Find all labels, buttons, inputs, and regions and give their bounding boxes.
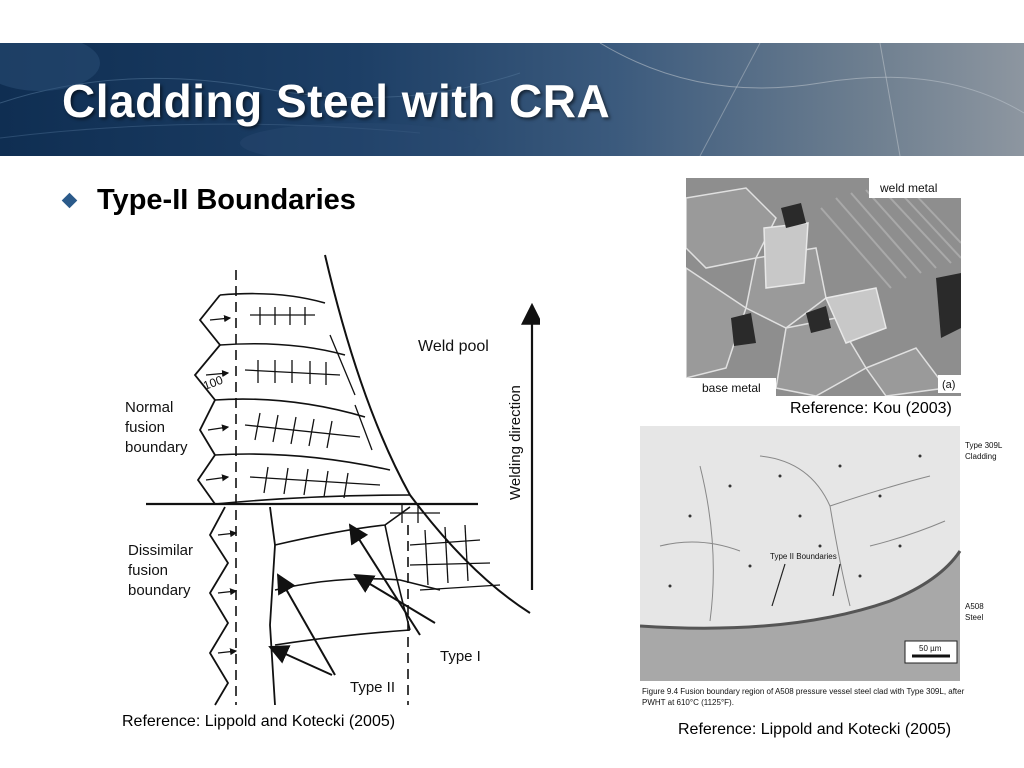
figure-caption-line-2: PWHT at 610°C (1125°F). [642, 698, 734, 707]
dissimilar-boundary-label-1: Dissimilar [128, 542, 193, 559]
normal-boundary-label-2: fusion [125, 419, 166, 436]
type-i-label: Type I [440, 648, 481, 665]
base-metal-label: base metal [702, 381, 761, 395]
normal-boundary-label-1: Normal [125, 399, 174, 416]
cladding-label-1: Type 309L [965, 441, 1003, 450]
panel-a-label: (a) [942, 379, 956, 391]
figure-caption-line-1: Figure 9.4 Fusion boundary region of A508 pressure vessel steel clad with Type 309L, after [642, 687, 965, 696]
welding-direction-label: Welding direction [507, 385, 524, 500]
weld-metal-micrograph [686, 178, 961, 396]
slide-title: Cladding Steel with CRA [62, 75, 611, 127]
lippold-reference-right: Reference: Lippold and Kotecki (2005) [678, 721, 952, 738]
normal-boundary-label-3: boundary [125, 439, 188, 456]
weld-metal-label: weld metal [880, 181, 938, 195]
scale-bar-label: 50 µm [919, 644, 942, 653]
bullet-text: Type-II Boundaries [97, 184, 356, 216]
fusion-boundary-diagram [110, 245, 540, 710]
weld-pool-boundary [325, 255, 530, 613]
steel-label-2: Steel [965, 613, 984, 622]
fusion-boundary-micrograph [640, 426, 1015, 711]
diamond-bullet-icon [62, 193, 78, 209]
weld-pool-label: Weld pool [418, 338, 489, 355]
diagram-reference: Reference: Lippold and Kotecki (2005) [122, 713, 396, 730]
type-ii-label: Type II [350, 679, 396, 696]
type-ii-boundaries-label: Type II Boundaries [770, 552, 837, 561]
dissimilar-boundary-label-3: boundary [128, 582, 191, 599]
cladding-label-2: Cladding [965, 452, 997, 461]
direction-100-label: 100 [201, 372, 225, 393]
kou-reference: Reference: Kou (2003) [790, 400, 952, 417]
dissimilar-boundary-label-2: fusion [128, 562, 169, 579]
bullet-item [64, 184, 356, 217]
steel-label-1: A508 [965, 602, 984, 611]
